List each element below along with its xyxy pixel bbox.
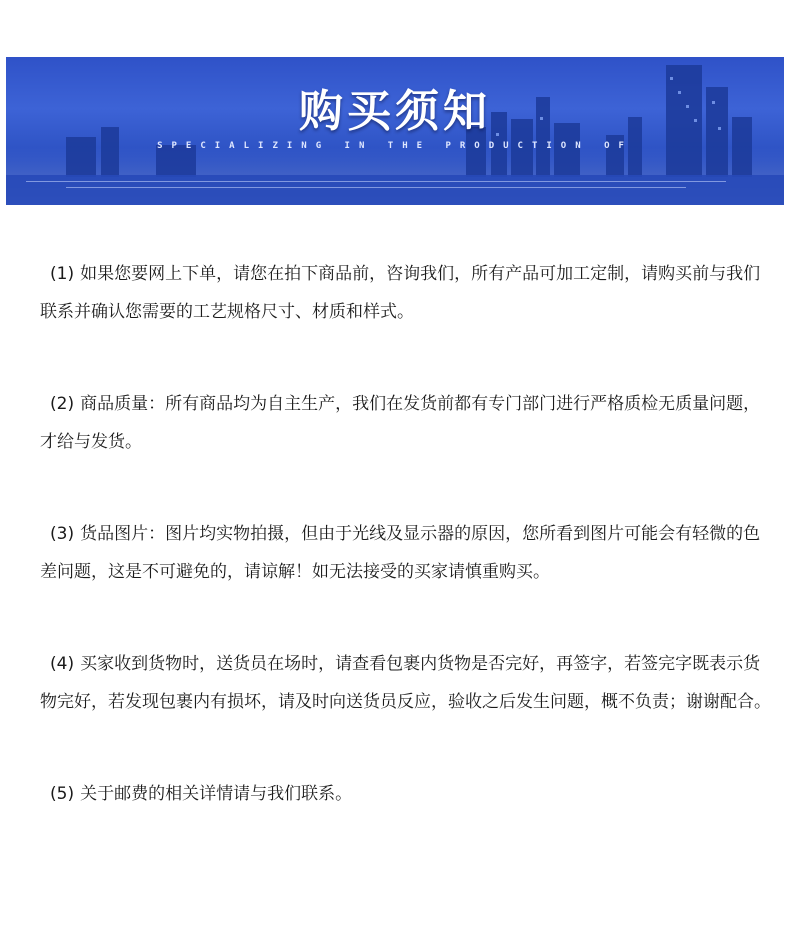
banner-title: 购买须知 <box>299 86 491 137</box>
notice-number: (4) <box>50 654 75 674</box>
notice-item-3 <box>40 515 775 591</box>
notice-item-4 <box>40 645 775 721</box>
notice-text: 货品图片：图片均实物拍摄，但由于光线及显示器的原因，您所看到图片可能会有轻微的色差问题，这是不可避免的，请谅解！如无法接受的买家请慎重购买。 <box>40 524 761 582</box>
notice-text: 如果您要网上下单，请您在拍下商品前，咨询我们，所有产品可加工定制，请购买前与我们联系并确认您需要的工艺规格尺寸、材质和样式。 <box>40 264 761 322</box>
notice-text: 买家收到货物时，送货员在场时，请查看包裹内货物是否完好，再签字，若签完字既表示货物完好，若发现包裹内有损坏，请及时向送货员反应，验收之后发生问题，概不负责；谢谢配合。 <box>40 654 771 712</box>
notice-number: (5) <box>50 784 75 804</box>
notice-number: (3) <box>50 524 75 544</box>
notice-item-2 <box>40 385 775 461</box>
notice-item-5 <box>40 775 775 813</box>
notice-item-1 <box>40 255 775 331</box>
purchase-notice-list <box>40 255 775 867</box>
notice-text: 关于邮费的相关详情请与我们联系。 <box>80 784 353 804</box>
notice-text: 商品质量：所有商品均为自主生产，我们在发货前都有专门部门进行严格质检无质量问题，才给与发货。 <box>40 394 761 452</box>
banner-subtitle: SPECIALIZING IN THE PRODUCTION OF <box>157 141 633 151</box>
header-banner <box>6 57 784 205</box>
notice-number: (1) <box>50 264 75 284</box>
notice-number: (2) <box>50 394 75 414</box>
